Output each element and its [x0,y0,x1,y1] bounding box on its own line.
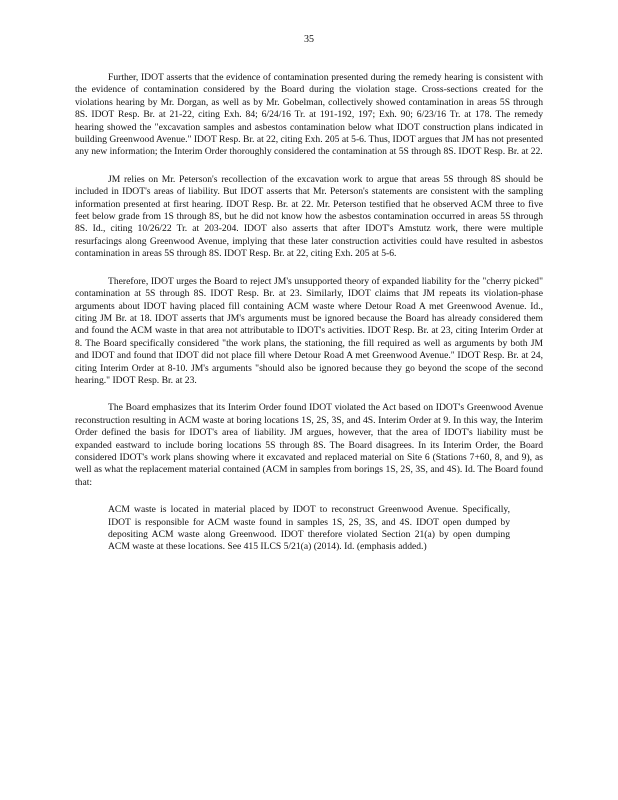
page-number: 35 [304,34,314,45]
paragraph-idot-evidence: Further, IDOT asserts that the evidence of contamination presented during the remedy hearing is consistent with the evidence of contamination considered by the Board during the violation stage. Cross-sections created for the violations hearing by Mr. Dorgan, as well as by Mr. Gobelman, collectively showed contamination in areas 5S through 8S. IDOT Resp. Br. at 21-22, citing Exh. 84; 6/24/16 Tr. at 191-192, 197; Exh. 90; 6/23/16 Tr. at 178. The remedy hearing showed the "excavation samples and asbestos contamination below what IDOT construction plans indicated in building Greenwood Avenue." IDOT Resp. Br. at 22, citing Exh. 205 at 5-6. Thus, IDOT argues that JM has not presented any new information; the Interim Order thoroughly considered the contamination at 5S through 8S. IDOT Resp. Br. at 22. [75,72,543,158]
block-quote [108,504,510,554]
block-quote-text: ACM waste is located in material placed by IDOT to reconstruct Greenwood Avenue. Specifically, IDOT is responsible for ACM waste found in samples 1S, 2S, 3S, and 4S. IDOT open dumped by depositing ACM waste along Greenwood. IDOT therefore violated Section 21(a) by open dumping ACM waste at these locations. See 415 ILCS 5/21(a) (2014). Id. (emphasis added.) [108,504,510,553]
document-body [75,72,543,554]
paragraph-cherry-picked-contamination: Therefore, IDOT urges the Board to reject JM's unsupported theory of expanded liability for the "cherry picked" contamination at 5S through 8S. IDOT Resp. Br. at 23. Similarly, IDOT claims that JM repeats its violation-phase arguments about IDOT having placed fill containing ACM waste where Detour Road A met Greenwood Avenue. Id., citing JM Br. at 18. IDOT asserts that JM's arguments must be ignored because the Board has already considered them and found the ACM waste in that area not attributable to IDOT's activities. IDOT Resp. Br. at 23, citing Interim Order at 8. The Board specifically considered "the work plans, the stationing, the fill required as well as arguments by both JM and IDOT and found that IDOT did not place fill where Detour Road A met Greenwood Avenue." IDOT Resp. Br. at 24, citing Interim Order at 8-10. JM's arguments "should also be ignored because they go beyond the scope of the second hearing." IDOT Resp. Br. at 23. [75,275,543,386]
paragraph-peterson-recollection: JM relies on Mr. Peterson's recollection of the excavation work to argue that areas 5S through 8S should be included in IDOT's areas of liability. But IDOT asserts that Mr. Peterson's statements are consistent with the sampling information presented at first hearing. IDOT Resp. Br. at 22. Mr. Peterson testified that he observed ACM three to five feet below grade from 1S through 8S, but he did not know how the asbestos contamination occurred in areas 5S through 8S. Id., citing 10/26/22 Tr. at 203-204. IDOT also asserts that after IDOT's Amstutz work, there were multiple resurfacings along Greenwood Avenue, implying that these later construction activities could have resulted in asbestos contamination in areas 5S through 8S. IDOT Resp. Br. at 22, citing Exh. 205 at 5-6. [75,173,543,260]
paragraph-board-emphasizes: The Board emphasizes that its Interim Order found IDOT violated the Act based on IDOT's Greenwood Avenue reconstruction resulting in ACM waste at boring locations 1S, 2S, 3S, and 4S. Interim Order at 9. In this way, the Interim Order defined the basis for IDOT's area of liability. JM argues, however, that the area of IDOT's liability must be expanded eastward to include boring locations 5S through 8S. The Board disagrees. In its Interim Order, the Board considered IDOT's work plans showing where it excavated and replaced material on Site 6 (Stations 7+60, 8, and 9), as well as what the replacement material contained (ACM in samples from borings 1S, 2S, 3S, and 4S). Id. The Board found that: [75,402,543,488]
